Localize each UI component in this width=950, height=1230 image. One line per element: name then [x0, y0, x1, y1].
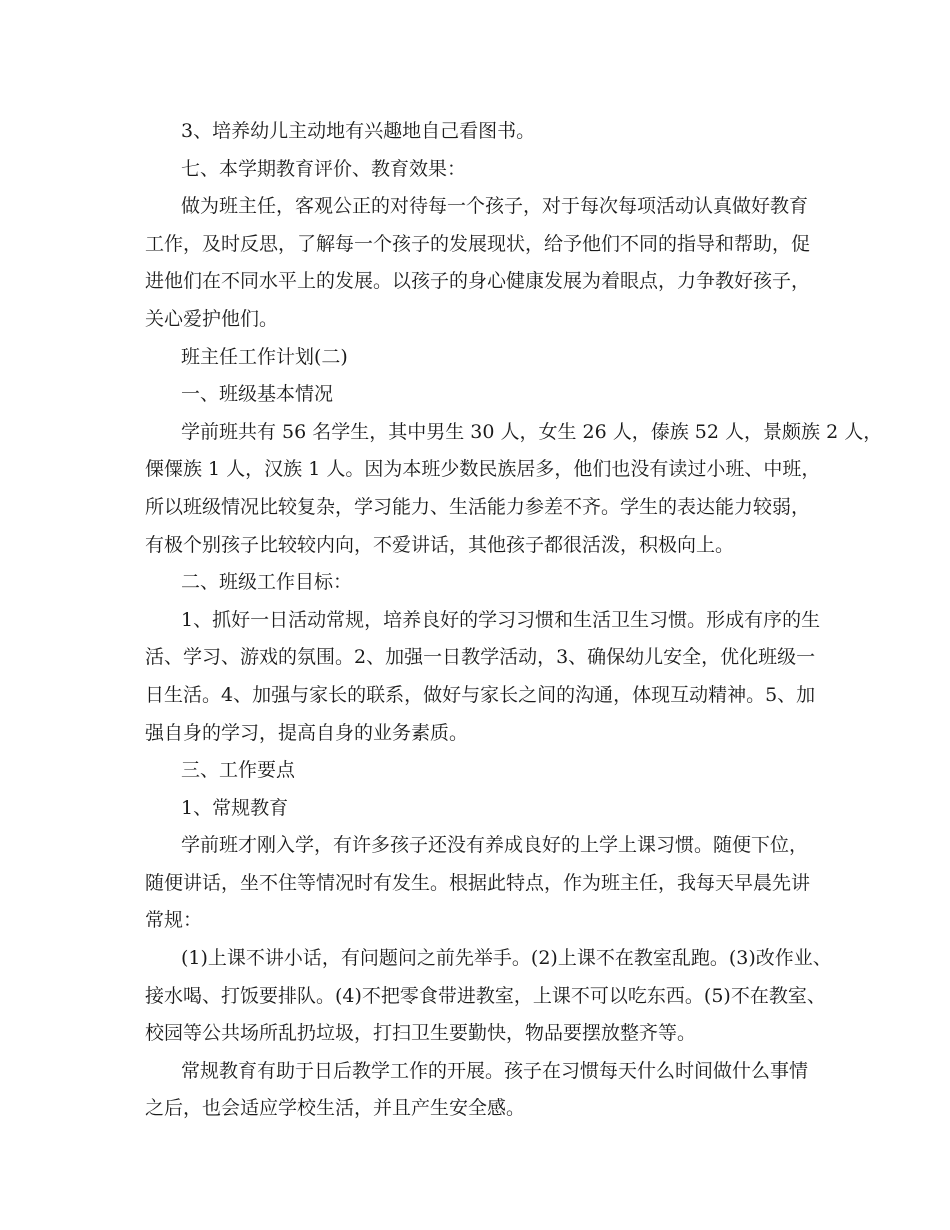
text-line: 三、工作要点: [181, 759, 296, 782]
text-line: 常规：: [145, 909, 203, 932]
text-line: 工作，及时反思，了解每一个孩子的发展现状，给予他们不同的指导和帮助，促: [145, 232, 811, 255]
text-line: 常规教育有助于日后教学工作的开展。孩子在习惯每天什么时间做什么事情: [181, 1059, 809, 1082]
text-line: 之后，也会适应学校生活，并且产生安全感。: [145, 1097, 526, 1120]
text-line: 校园等公共场所乱扔垃圾，打扫卫生要勤快，物品要摆放整齐等。: [145, 1022, 697, 1045]
text-line: 随便讲话，坐不住等情况时有发生。根据此特点，作为班主任，我每天早晨先讲: [145, 871, 811, 894]
text-line: 一、班级基本情况: [181, 383, 334, 406]
text-line: 傈僳族 1 人，汉族 1 人。因为本班少数民族居多，他们也没有读过小班、中班，: [145, 458, 821, 481]
text-line: 学前班才刚入学，有许多孩子还没有养成良好的上学上课习惯。随便下位，: [181, 834, 809, 857]
text-line: 3、培养幼儿主动地有兴趣地自己看图书。: [181, 120, 536, 142]
text-line: 二、班级工作目标：: [181, 571, 353, 594]
text-line: 有极个别孩子比较较内向，不爱讲话，其他孩子都很活泼，积极向上。: [145, 533, 735, 556]
text-line: 关心爱护他们。: [145, 307, 279, 330]
text-line: 强自身的学习，提高自身的业务素质。: [145, 721, 469, 744]
text-line: 1、常规教育: [181, 796, 289, 819]
text-line: 学前班共有 56 名学生，其中男生 30 人，女生 26 人，傣族 52 人，景颇族 2 人，: [181, 420, 883, 443]
text-line: 1、抓好一日活动常规，培养良好的学习习惯和生活卫生习惯。形成有序的生: [181, 608, 821, 631]
text-line: 所以班级情况比较复杂，学习能力、生活能力参差不齐。学生的表达能力较弱，: [145, 495, 811, 518]
text-line: 做为班主任，客观公正的对待每一个孩子，对于每次每项活动认真做好教育: [181, 195, 809, 218]
text-line: 班主任工作计划(二): [181, 345, 348, 368]
document-body: [145, 113, 883, 1128]
text-line: 接水喝、打饭要排队。(4)不把零食带进教室，上课不可以吃东西。(5)不在教室、: [145, 984, 826, 1007]
text-line: (1)上课不讲小话，有问题问之前先举手。(2)上课不在教室乱跑。(3)改作业、: [181, 947, 832, 970]
text-line: 日生活。4、加强与家长的联系，做好与家长之间的沟通，体现互动精神。5、加: [145, 683, 816, 706]
text-line: 进他们在不同水平上的发展。以孩子的身心健康发展为着眼点，力争教好孩子，: [145, 270, 811, 293]
text-line: 活、学习、游戏的氛围。2、加强一日教学活动，3、确保幼儿安全，优化班级一: [145, 646, 816, 669]
text-line: 七、本学期教育评价、教育效果：: [181, 157, 467, 180]
